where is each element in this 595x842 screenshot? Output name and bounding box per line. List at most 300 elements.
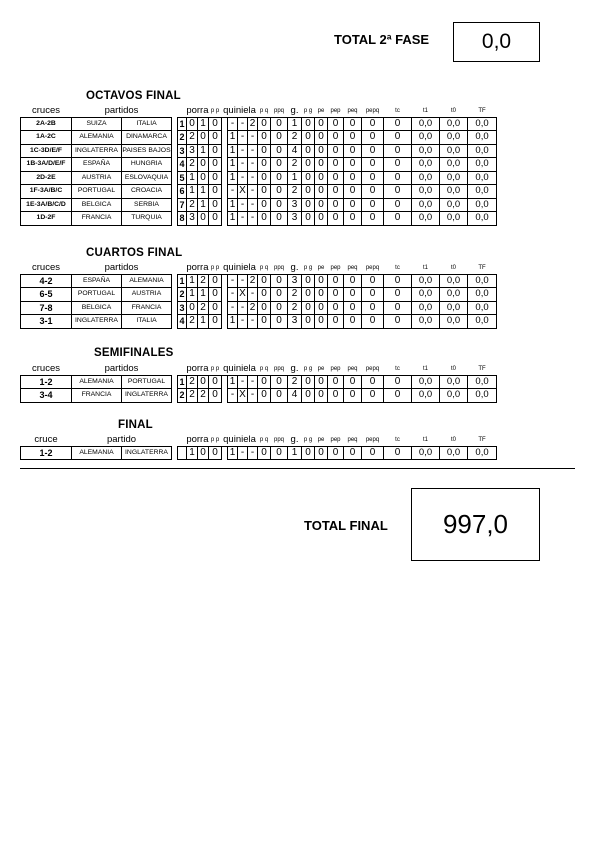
table-header — [21, 104, 497, 117]
tc-cell: 0 — [384, 144, 412, 158]
pepq-cell: 0 — [362, 131, 384, 145]
quiniela-1-cell: 1 — [228, 315, 238, 329]
home-team-cell: AUSTRIA — [72, 171, 122, 185]
pepq-cell: 0 — [362, 446, 384, 460]
table-header — [21, 261, 497, 274]
t1-cell: 0,0 — [412, 185, 440, 199]
tc-cell: 0 — [384, 446, 412, 460]
tf-cell: 0,0 — [468, 198, 497, 212]
cruce-cell: 1-2 — [21, 446, 72, 460]
table-row — [21, 212, 497, 226]
pe-cell: 0 — [315, 288, 328, 302]
pq-cell: 0 — [258, 171, 271, 185]
table-row — [21, 446, 497, 460]
tc-cell: 0 — [384, 315, 412, 329]
header-cruces: cruces — [21, 362, 72, 375]
table-row — [21, 301, 497, 315]
porra-away-cell: 0 — [198, 131, 209, 145]
porra-home-cell: 2 — [187, 158, 198, 172]
away-team-cell: TURQUIA — [122, 212, 172, 226]
match-index-cell: 6 — [179, 186, 185, 197]
header-pp: p p — [209, 104, 222, 117]
porra-home-cell: 2 — [187, 131, 198, 145]
tf-cell: 0,0 — [468, 446, 497, 460]
pq-cell: 0 — [258, 185, 271, 199]
pepq-cell: 0 — [362, 389, 384, 403]
pepq-cell: 0 — [362, 315, 384, 329]
quiniela-2-cell: - — [248, 198, 258, 212]
pg-cell: 0 — [302, 274, 315, 288]
table-row — [21, 375, 497, 389]
pep-cell: 0 — [328, 131, 344, 145]
total-final-value: 997,0 — [411, 488, 540, 561]
pq-cell: 0 — [258, 212, 271, 226]
pep-cell: 0 — [328, 185, 344, 199]
header-pe: pe — [315, 362, 328, 375]
header-pg: p g — [302, 362, 315, 375]
pep-cell: 0 — [328, 315, 344, 329]
header-quiniela: quiniela — [223, 433, 256, 445]
pq-cell: 0 — [258, 144, 271, 158]
porra-away-cell: 2 — [198, 389, 209, 403]
tf-cell: 0,0 — [468, 288, 497, 302]
bottom-separator — [20, 468, 575, 469]
header-peq: peq — [344, 433, 362, 446]
quiniela-x-cell: - — [238, 198, 248, 212]
t1-cell: 0,0 — [412, 446, 440, 460]
pe-cell: 0 — [315, 117, 328, 131]
pp-cell: 0 — [209, 144, 222, 158]
header-pep: pep — [328, 433, 344, 446]
goals-cell: 2 — [288, 158, 302, 172]
header-t1: t1 — [412, 362, 440, 375]
pq-cell: 0 — [258, 288, 271, 302]
pe-cell: 0 — [315, 389, 328, 403]
pep-cell: 0 — [328, 274, 344, 288]
tc-cell: 0 — [384, 117, 412, 131]
quiniela-1-cell: 1 — [228, 375, 238, 389]
goals-cell: 4 — [288, 144, 302, 158]
pp-cell: 0 — [209, 446, 222, 460]
table-row — [21, 131, 497, 145]
header-pq: p q — [258, 104, 271, 117]
header-tc: tc — [384, 104, 412, 117]
pp-cell: 0 — [209, 158, 222, 172]
pepq-cell: 0 — [362, 171, 384, 185]
quiniela-1-cell: 1 — [228, 446, 238, 460]
away-team-cell: ITALIA — [122, 117, 172, 131]
t1-cell: 0,0 — [412, 171, 440, 185]
pq-cell: 0 — [258, 274, 271, 288]
t1-cell: 0,0 — [412, 144, 440, 158]
quiniela-2-cell: - — [248, 212, 258, 226]
pq-cell: 0 — [258, 301, 271, 315]
pq-cell: 0 — [258, 198, 271, 212]
table-row — [21, 288, 497, 302]
away-team-cell: PORTUGAL — [122, 375, 172, 389]
t0-cell: 0,0 — [440, 117, 468, 131]
quiniela-2-cell: - — [248, 288, 258, 302]
tf-cell: 0,0 — [468, 301, 497, 315]
quiniela-x-cell: - — [238, 375, 248, 389]
away-team-cell: AUSTRIA — [122, 288, 172, 302]
home-team-cell: INGLATERRA — [72, 144, 122, 158]
header-quiniela: quiniela — [223, 104, 256, 116]
pg-cell: 0 — [302, 301, 315, 315]
peq-cell: 0 — [344, 446, 362, 460]
pg-cell: 0 — [302, 144, 315, 158]
porra-away-cell: 2 — [198, 274, 209, 288]
pepq-cell: 0 — [362, 288, 384, 302]
home-team-cell: PORTUGAL — [72, 288, 122, 302]
cruce-cell: 1F-3A/B/C — [21, 185, 72, 199]
t0-cell: 0,0 — [440, 171, 468, 185]
pe-cell: 0 — [315, 375, 328, 389]
header-tc: tc — [384, 433, 412, 446]
match-index-cell: 1 — [179, 376, 185, 387]
pg-cell: 0 — [302, 315, 315, 329]
quiniela-2-cell: - — [248, 446, 258, 460]
home-team-cell: FRANCIA — [72, 212, 122, 226]
quiniela-1-cell: - — [228, 274, 238, 288]
porra-away-cell: 1 — [198, 288, 209, 302]
ppq-cell: 0 — [271, 274, 288, 288]
t0-cell: 0,0 — [440, 288, 468, 302]
cruce-cell: 2D-2E — [21, 171, 72, 185]
tf-cell: 0,0 — [468, 315, 497, 329]
home-team-cell: ESPAÑA — [72, 274, 122, 288]
pp-cell: 0 — [209, 274, 222, 288]
match-index-cell: 5 — [179, 172, 185, 183]
header-tf: TF — [468, 104, 497, 117]
header-g: g. — [288, 433, 302, 446]
tc-cell: 0 — [384, 389, 412, 403]
peq-cell: 0 — [344, 375, 362, 389]
ppq-cell: 0 — [271, 131, 288, 145]
pepq-cell: 0 — [362, 158, 384, 172]
match-index-cell: 3 — [179, 302, 185, 313]
tc-cell: 0 — [384, 274, 412, 288]
home-team-cell: PORTUGAL — [72, 185, 122, 199]
pg-cell: 0 — [302, 185, 315, 199]
cruce-cell: 3-4 — [21, 389, 72, 403]
match-index-cell: 1 — [179, 275, 185, 286]
header-pg: p g — [302, 433, 315, 446]
porra-away-cell: 0 — [198, 212, 209, 226]
ppq-cell: 0 — [271, 375, 288, 389]
tf-cell: 0,0 — [468, 117, 497, 131]
table-row — [21, 117, 497, 131]
pq-cell: 0 — [258, 446, 271, 460]
quiniela-2-cell: - — [248, 158, 258, 172]
header-pepq: pepq — [362, 362, 384, 375]
pep-cell: 0 — [328, 446, 344, 460]
header-t1: t1 — [412, 433, 440, 446]
quiniela-2-cell: 2 — [248, 117, 258, 131]
pe-cell: 0 — [315, 198, 328, 212]
home-team-cell: ALEMANIA — [72, 375, 122, 389]
t0-cell: 0,0 — [440, 301, 468, 315]
table-header — [21, 362, 497, 375]
t0-cell: 0,0 — [440, 185, 468, 199]
peq-cell: 0 — [344, 288, 362, 302]
goals-cell: 2 — [288, 301, 302, 315]
porra-home-cell: 1 — [187, 171, 198, 185]
goals-cell: 3 — [288, 274, 302, 288]
porra-home-cell: 2 — [187, 375, 198, 389]
t0-cell: 0,0 — [440, 446, 468, 460]
cruce-cell: 1A-2C — [21, 131, 72, 145]
pe-cell: 0 — [315, 144, 328, 158]
away-team-cell: ALEMANIA — [122, 274, 172, 288]
peq-cell: 0 — [344, 389, 362, 403]
t1-cell: 0,0 — [412, 274, 440, 288]
header-ppq: ppq — [271, 362, 288, 375]
porra-home-cell: 2 — [187, 389, 198, 403]
pg-cell: 0 — [302, 131, 315, 145]
header-pep: pep — [328, 362, 344, 375]
quiniela-2-cell: - — [248, 185, 258, 199]
match-index-cell: 2 — [179, 289, 185, 300]
pe-cell: 0 — [315, 301, 328, 315]
goals-cell: 2 — [288, 288, 302, 302]
away-team-cell: ITALIA — [122, 315, 172, 329]
pepq-cell: 0 — [362, 185, 384, 199]
match-index-cell: 8 — [179, 213, 185, 224]
ppq-cell: 0 — [271, 144, 288, 158]
quiniela-x-cell: - — [238, 131, 248, 145]
quiniela-2-cell: - — [248, 171, 258, 185]
porra-away-cell: 1 — [198, 144, 209, 158]
pg-cell: 0 — [302, 117, 315, 131]
t1-cell: 0,0 — [412, 301, 440, 315]
pepq-cell: 0 — [362, 212, 384, 226]
porra-home-cell: 1 — [187, 274, 198, 288]
header-pepq: pepq — [362, 433, 384, 446]
header-pq: p q — [258, 433, 271, 446]
cruce-cell: 7-8 — [21, 301, 72, 315]
away-team-cell: FRANCIA — [122, 301, 172, 315]
pp-cell: 0 — [209, 315, 222, 329]
table-row — [21, 158, 497, 172]
pep-cell: 0 — [328, 375, 344, 389]
pepq-cell: 0 — [362, 198, 384, 212]
header-cruces: cruces — [21, 261, 72, 274]
quiniela-x-cell: - — [238, 144, 248, 158]
pp-cell: 0 — [209, 185, 222, 199]
tf-cell: 0,0 — [468, 389, 497, 403]
quiniela-1-cell: 1 — [228, 212, 238, 226]
cruce-cell: 1-2 — [21, 375, 72, 389]
pep-cell: 0 — [328, 158, 344, 172]
table-row — [21, 389, 497, 403]
header-pp: p p — [209, 261, 222, 274]
peq-cell: 0 — [344, 117, 362, 131]
goals-cell: 2 — [288, 131, 302, 145]
ppq-cell: 0 — [271, 288, 288, 302]
pq-cell: 0 — [258, 315, 271, 329]
quiniela-x-cell: X — [239, 185, 246, 197]
goals-cell: 3 — [288, 198, 302, 212]
ppq-cell: 0 — [271, 158, 288, 172]
pe-cell: 0 — [315, 446, 328, 460]
header-pg: p g — [302, 104, 315, 117]
tc-cell: 0 — [384, 185, 412, 199]
header-ppq: ppq — [271, 261, 288, 274]
pep-cell: 0 — [328, 288, 344, 302]
away-team-cell: SERBIA — [122, 198, 172, 212]
header-porra: porra — [178, 261, 209, 274]
porra-away-cell: 1 — [198, 117, 209, 131]
ppq-cell: 0 — [271, 389, 288, 403]
header-pepq: pepq — [362, 261, 384, 274]
header-tf: TF — [468, 362, 497, 375]
match-index-cell: 4 — [179, 316, 185, 327]
pepq-cell: 0 — [362, 375, 384, 389]
quiniela-x-cell: - — [238, 315, 248, 329]
porra-away-cell: 0 — [198, 171, 209, 185]
quiniela-1-cell: - — [228, 117, 238, 131]
header-pp: p p — [209, 433, 222, 446]
t1-cell: 0,0 — [412, 117, 440, 131]
t1-cell: 0,0 — [412, 198, 440, 212]
header-t1: t1 — [412, 104, 440, 117]
home-team-cell: ALEMANIA — [72, 131, 122, 145]
cruce-cell: 1E-3A/B/C/D — [21, 198, 72, 212]
quiniela-2-cell: - — [248, 131, 258, 145]
pp-cell: 0 — [209, 212, 222, 226]
pp-cell: 0 — [209, 288, 222, 302]
t0-cell: 0,0 — [440, 389, 468, 403]
header-porra: porra — [178, 104, 209, 117]
pepq-cell: 0 — [362, 144, 384, 158]
t1-cell: 0,0 — [412, 288, 440, 302]
table-row — [21, 198, 497, 212]
header-pq: p q — [258, 362, 271, 375]
pg-cell: 0 — [302, 158, 315, 172]
header-peq: peq — [344, 362, 362, 375]
quiniela-x-cell: X — [239, 389, 246, 401]
section-title-final: FINAL — [118, 419, 153, 431]
ppq-cell: 0 — [271, 446, 288, 460]
pp-cell: 0 — [209, 198, 222, 212]
tc-cell: 0 — [384, 131, 412, 145]
header-porra: porra — [178, 362, 209, 375]
goals-cell: 1 — [288, 117, 302, 131]
header-partidos: partido — [72, 433, 172, 446]
ppq-cell: 0 — [271, 212, 288, 226]
header-quiniela: quiniela — [223, 362, 256, 374]
quiniela-x-cell: - — [238, 158, 248, 172]
cruce-cell: 1B-3A/D/E/F — [21, 158, 72, 172]
t1-cell: 0,0 — [412, 131, 440, 145]
header-g: g. — [288, 261, 302, 274]
header-partidos: partidos — [72, 104, 172, 117]
table-row — [21, 144, 497, 158]
section-title-octavos: OCTAVOS FINAL — [86, 90, 181, 102]
quiniela-1-cell: - — [228, 288, 238, 302]
match-index-cell: 2 — [179, 390, 185, 401]
header-pep: pep — [328, 104, 344, 117]
cruce-cell: 1D-2F — [21, 212, 72, 226]
pq-cell: 0 — [258, 158, 271, 172]
table-header — [21, 433, 497, 446]
match-index-cell: 4 — [179, 159, 185, 170]
t0-cell: 0,0 — [440, 315, 468, 329]
tc-cell: 0 — [384, 198, 412, 212]
header-tf: TF — [468, 433, 497, 446]
peq-cell: 0 — [344, 131, 362, 145]
quiniela-1-cell: - — [228, 185, 238, 199]
quiniela-1-cell: 1 — [228, 198, 238, 212]
pg-cell: 0 — [302, 198, 315, 212]
header-t0: t0 — [440, 433, 468, 446]
tf-cell: 0,0 — [468, 144, 497, 158]
pg-cell: 0 — [302, 171, 315, 185]
goals-cell: 1 — [288, 171, 302, 185]
header-t0: t0 — [440, 261, 468, 274]
quiniela-1-cell: - — [228, 389, 238, 403]
tc-cell: 0 — [384, 301, 412, 315]
porra-home-cell: 3 — [187, 212, 198, 226]
pq-cell: 0 — [258, 117, 271, 131]
peq-cell: 0 — [344, 212, 362, 226]
pep-cell: 0 — [328, 198, 344, 212]
peq-cell: 0 — [344, 185, 362, 199]
header-quiniela: quiniela — [223, 261, 256, 273]
tf-cell: 0,0 — [468, 375, 497, 389]
header-tf: TF — [468, 261, 497, 274]
tf-cell: 0,0 — [468, 212, 497, 226]
porra-home-cell: 0 — [187, 301, 198, 315]
pep-cell: 0 — [328, 301, 344, 315]
pepq-cell: 0 — [362, 274, 384, 288]
total-final-label: TOTAL FINAL — [304, 518, 388, 533]
header-partidos: partidos — [72, 261, 172, 274]
match-index-cell: 7 — [179, 199, 185, 210]
porra-home-cell: 2 — [187, 198, 198, 212]
quiniela-x-cell: - — [238, 212, 248, 226]
home-team-cell: ESPAÑA — [72, 158, 122, 172]
pe-cell: 0 — [315, 158, 328, 172]
t1-cell: 0,0 — [412, 158, 440, 172]
pe-cell: 0 — [315, 131, 328, 145]
porra-away-cell: 2 — [198, 301, 209, 315]
t0-cell: 0,0 — [440, 212, 468, 226]
peq-cell: 0 — [344, 158, 362, 172]
table-row — [21, 315, 497, 329]
peq-cell: 0 — [344, 274, 362, 288]
pp-cell: 0 — [209, 301, 222, 315]
pepq-cell: 0 — [362, 301, 384, 315]
t1-cell: 0,0 — [412, 212, 440, 226]
quiniela-2-cell: 2 — [248, 301, 258, 315]
table-row — [21, 171, 497, 185]
header-pq: p q — [258, 261, 271, 274]
total-2-fase-label: TOTAL 2ª FASE — [334, 32, 430, 47]
header-tc: tc — [384, 261, 412, 274]
match-index-cell: 2 — [179, 132, 185, 143]
porra-home-cell: 3 — [187, 144, 198, 158]
t0-cell: 0,0 — [440, 158, 468, 172]
away-team-cell: DINAMARCA — [122, 131, 172, 145]
match-index-cell — [178, 446, 187, 460]
pep-cell: 0 — [328, 212, 344, 226]
pep-cell: 0 — [328, 117, 344, 131]
peq-cell: 0 — [344, 301, 362, 315]
pp-cell: 0 — [209, 171, 222, 185]
ppq-cell: 0 — [271, 301, 288, 315]
